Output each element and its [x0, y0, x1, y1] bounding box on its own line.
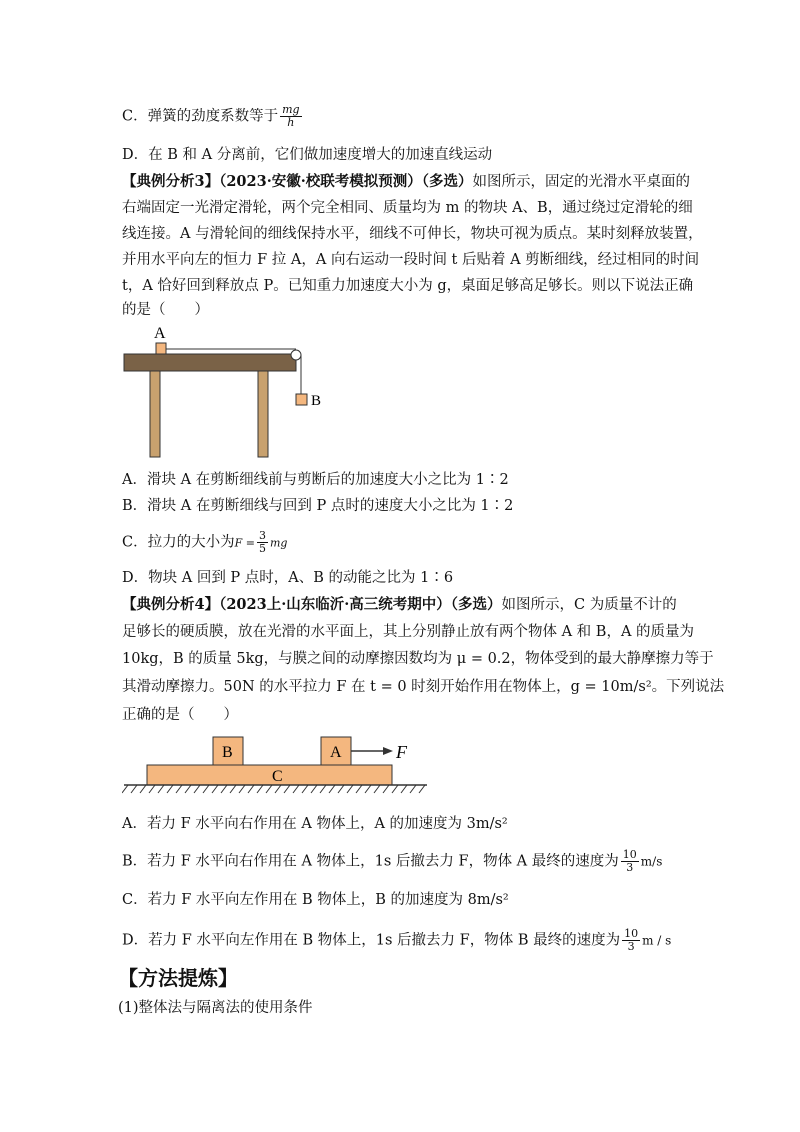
- ex4-stem-3: 10kg，B 的质量 5kg，与膜之间的动摩擦因数均为 μ = 0.2，物体受到的最大静摩擦力等于: [122, 651, 714, 667]
- hatch-mark: [401, 785, 407, 793]
- ex4-option-c: C．若力 F 水平向左作用在 B 物体上，B 的加速度为 8m/s²: [122, 892, 509, 908]
- hatch-mark: [239, 785, 245, 793]
- hatch-mark: [149, 785, 155, 793]
- ex3-source: （2023·安徽·校联考模拟预测）: [219, 173, 422, 190]
- hatch-mark: [347, 785, 353, 793]
- fraction-10-over-3: $\frac{10}{3}$: [622, 848, 637, 874]
- ex4-option-b: B．若力 F 水平向右作用在 A 物体上，1s 后撤去力 F，物体 A 最终的速度为 $\frac{10}{3}$ m/s: [122, 848, 663, 874]
- ex3-stem-3: 线连接。A 与滑轮间的细线保持水平，细线不可伸长，物块可视为质点。某时刻释放装置，: [122, 226, 703, 242]
- hatch-mark: [275, 785, 281, 793]
- method-item-1: (1)整体法与隔离法的使用条件: [118, 1000, 313, 1016]
- fraction-10-over-3: $\frac{10}{3}$: [624, 927, 639, 953]
- hatch-mark: [131, 785, 137, 793]
- ex3-stem-6: 的是（ ）: [122, 302, 209, 318]
- table-leg-right: [258, 371, 268, 457]
- ex4-multi: （多选）: [450, 596, 502, 613]
- hatch-mark: [158, 785, 164, 793]
- ex4-label-f: F: [396, 742, 407, 762]
- pulley: [291, 350, 301, 360]
- ex3-title-line: 【典例分析3】（2023·安徽·校联考模拟预测）（多选）如图所示，固定的光滑水平桌面的: [122, 173, 691, 190]
- hatch-mark: [140, 785, 146, 793]
- hatch-mark: [392, 785, 398, 793]
- hatch-mark: [365, 785, 371, 793]
- hatch-mark: [338, 785, 344, 793]
- ex4-label-a: A: [330, 744, 342, 761]
- ex3-label-b: B: [311, 393, 322, 409]
- ex3-figure: [118, 322, 338, 462]
- hatch-mark: [311, 785, 317, 793]
- ex4-title-line: 【典例分析4】（2023上·山东临沂·高三统考期中）（多选）如图所示，C 为质量不计的: [122, 596, 677, 613]
- ex3-label-a: A: [154, 325, 166, 342]
- method-heading: 【方法提炼】: [118, 966, 238, 990]
- hatch-mark: [221, 785, 227, 793]
- ex4-label-c: C: [272, 768, 283, 785]
- table-top: [124, 354, 296, 371]
- hatch-mark: [419, 785, 425, 793]
- hatch-mark: [176, 785, 182, 793]
- ex4-figure: [122, 732, 432, 802]
- ex4-option-d: D．若力 F 水平向左作用在 B 物体上，1s 后撤去力 F，物体 B 最终的速度为 $\frac{10}{3}$ m / s: [122, 927, 672, 953]
- ex3-stem-2: 右端固定一光滑定滑轮，两个完全相同、质量均为 m 的物块 A、B，通过绕过定滑轮的细: [122, 200, 693, 216]
- hatch-mark: [185, 785, 191, 793]
- q2-option-d: D．在 B 和 A 分离前，它们做加速度增大的加速直线运动: [122, 147, 493, 163]
- ex4-stem-4: 其滑动摩擦力。50N 的水平拉力 F 在 t = 0 时刻开始作用在物体上，g = 10m/s²。下列说法: [122, 679, 725, 695]
- ex3-multi: （多选）: [421, 173, 473, 190]
- hatch-mark: [383, 785, 389, 793]
- ex3-stem-5: t，A 恰好回到释放点 P。已知重力加速度大小为 g，桌面足够高足够长。则以下说法正确: [122, 278, 694, 294]
- ex3-stem-4: 并用水平向左的恒力 F 拉 A，A 向右运动一段时间 t 后贴着 A 剪断细线，经过相同的时间: [122, 252, 700, 268]
- hatch-mark: [194, 785, 200, 793]
- hatch-mark: [167, 785, 173, 793]
- hatch-mark: [122, 785, 128, 793]
- ex3-option-a: A．滑块 A 在剪断细线前与剪断后的加速度大小之比为 1∶2: [122, 472, 509, 488]
- table-leg-left: [150, 371, 160, 457]
- hatch-mark: [257, 785, 263, 793]
- film-c: [147, 765, 392, 785]
- ex3-option-d: D．物块 A 回到 P 点时，A、B 的动能之比为 1∶6: [122, 570, 454, 586]
- hatch-mark: [284, 785, 290, 793]
- hatch-mark: [320, 785, 326, 793]
- q2-option-c: C．弹簧的劲度系数等于 $\frac{mg}{h}$: [122, 103, 300, 129]
- fraction-3-over-5: $\frac{3}{5}$: [258, 529, 266, 555]
- ex3-option-b: B．滑块 A 在剪断细线与回到 P 点时的速度大小之比为 1∶2: [122, 498, 514, 514]
- ex4-stem-2: 足够长的硬质膜，放在光滑的水平面上，其上分别静止放有两个物体 A 和 B，A 的质量为: [122, 624, 695, 640]
- ex3-tag: 【典例分析3】: [122, 173, 220, 190]
- ex4-option-a: A．若力 F 水平向右作用在 A 物体上，A 的加速度为 3m/s²: [122, 816, 508, 832]
- hatch-mark: [374, 785, 380, 793]
- ex3-option-c: C．拉力的大小为F = $\frac{3}{5}$ mg: [122, 529, 288, 555]
- ex4-stem-5: 正确的是（ ）: [122, 707, 238, 723]
- block-b: [296, 394, 307, 405]
- hatch-mark: [302, 785, 308, 793]
- hatch-mark: [356, 785, 362, 793]
- ex4-tag: 【典例分析4】: [122, 596, 220, 613]
- hatch-mark: [248, 785, 254, 793]
- hatch-mark: [410, 785, 416, 793]
- force-arrow-head: [383, 747, 393, 755]
- hatch-mark: [293, 785, 299, 793]
- hatch-mark: [203, 785, 209, 793]
- fraction-mg-over-h: $\frac{mg}{h}$: [282, 103, 300, 129]
- ex4-label-b: B: [222, 744, 233, 761]
- ground-hatching: [122, 785, 425, 793]
- hatch-mark: [212, 785, 218, 793]
- ex4-source: （2023上·山东临沂·高三统考期中）: [219, 596, 451, 613]
- hatch-mark: [266, 785, 272, 793]
- block-a: [156, 343, 166, 354]
- hatch-mark: [230, 785, 236, 793]
- hatch-mark: [329, 785, 335, 793]
